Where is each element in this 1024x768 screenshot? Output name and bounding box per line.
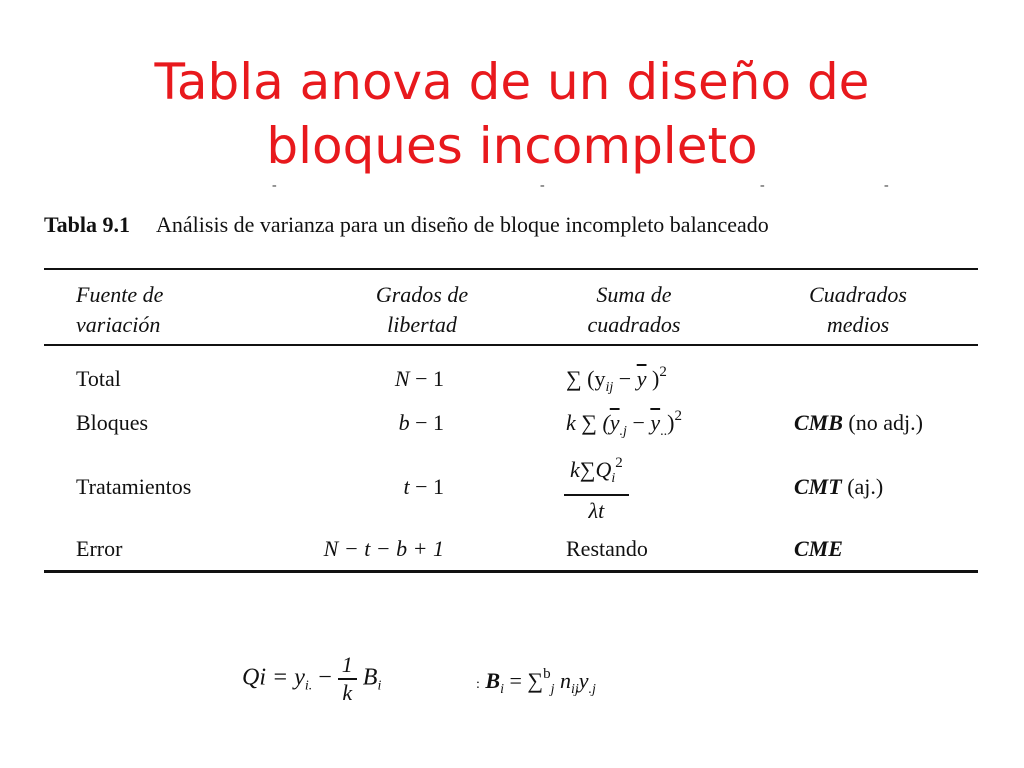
table-row-error-df: N − t − b + 1 bbox=[323, 536, 444, 561]
table-row-error-ms: CME bbox=[794, 536, 843, 561]
table-row-bloques-ms: CMB (no adj.) bbox=[794, 410, 923, 435]
slide-title-line-2: bloques incompleto bbox=[266, 117, 758, 175]
table-row-total-source: Total bbox=[76, 366, 121, 391]
table-row-tratamientos-ms: CMT (aj.) bbox=[794, 474, 884, 499]
formula-b: : $B_i = \sum^b_j$ $n_{ij}y_{.j}$ bbox=[476, 666, 596, 697]
table-row-total-ss: ∑ ($y_{ij} - \overline{y}$ )$^2$ bbox=[566, 364, 667, 395]
table-caption-number: Tabla 9.1 bbox=[44, 212, 131, 237]
ss-fraction: $\frac{k\sum Q_i^2}{\lambda t}$ bbox=[564, 448, 629, 526]
table-caption-text: Análisis de varianza para un diseño de bloque incompleto balanceado bbox=[156, 212, 769, 237]
header-mean-squares: Cuadrados medios bbox=[809, 282, 907, 337]
table-top-rule bbox=[44, 268, 978, 270]
table-row-tratamientos-ss bbox=[564, 448, 629, 526]
header-source: Fuente de variación bbox=[76, 282, 164, 337]
table-caption bbox=[44, 212, 984, 238]
formula-q: $Qi = y_{i.}$ − $\frac{1}{k}$ $B_i$ bbox=[242, 652, 382, 705]
table-row-total-df: N − 1 bbox=[394, 366, 444, 391]
table-row-bloques-source: Bloques bbox=[76, 410, 149, 435]
slide-title bbox=[0, 50, 1024, 178]
header-sum-of-squares: Suma de cuadrados bbox=[587, 282, 681, 337]
scan-artifact-ticks: - - - - bbox=[272, 178, 889, 193]
header-degrees-of-freedom: Grados de libertad bbox=[375, 282, 469, 337]
table-row-error-source: Error bbox=[76, 536, 123, 561]
table-row-tratamientos-source: Tratamientos bbox=[76, 474, 192, 499]
table-row-tratamientos-df: t − 1 bbox=[403, 474, 444, 499]
slide-title-line-1: Tabla anova de un diseño de bbox=[154, 53, 870, 111]
table-bottom-rule bbox=[44, 570, 978, 573]
table-header-rule bbox=[44, 344, 978, 346]
table-row-bloques-df: b − 1 bbox=[398, 410, 444, 435]
table-row-bloques-ss: k ∑ $(\overline{y}_{.j} - \overline{y}_{..})^2$ bbox=[566, 408, 682, 439]
table-row-error-ss: Restando bbox=[566, 536, 648, 561]
